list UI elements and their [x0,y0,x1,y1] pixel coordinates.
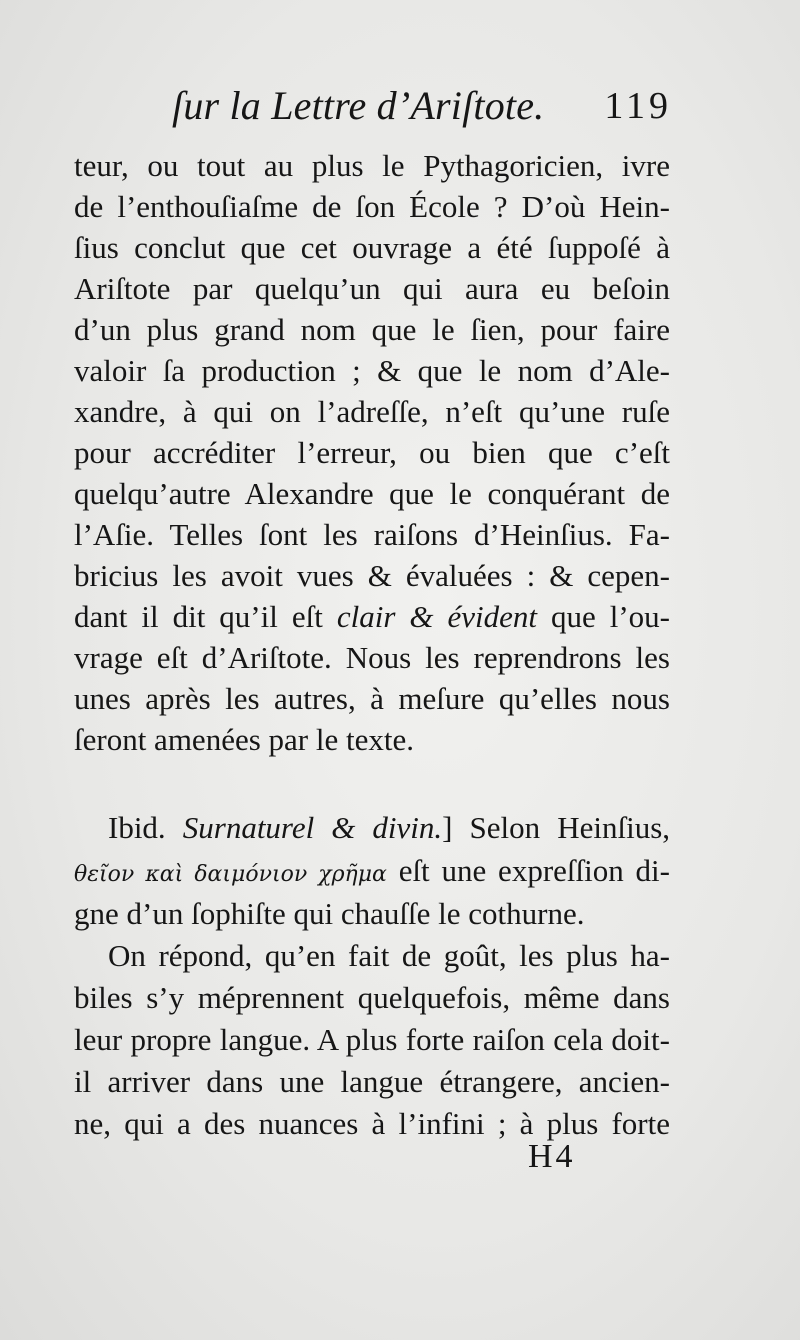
text-line [74,599,670,641]
italic-phrase: Surnaturel & divin. [182,810,443,845]
running-title: ſur la Lettre d’Ariſtote. [172,83,545,128]
text-line: unes après les autres, à meſure qu’elles nous [74,681,670,716]
text-run: eſt une expreſſion di- [386,853,670,888]
text-line: quelqu’autre Alexandre que le conquérant de [74,476,670,511]
page-number: 119 [604,85,672,127]
text-line: xandre, à qui on l’adreſſe, n’eſt qu’une ruſe [74,394,670,429]
text-line: l’Aſie. Telles ſont les raiſons d’Heinſius. Fa- [74,517,670,552]
signature-mark: H4 [528,1138,576,1175]
running-head [172,82,672,132]
text-line: biles s’y méprennent quelquefois, même dans [74,980,670,1015]
text-line: il arriver dans une langue étrangere, ancien- [74,1064,670,1099]
text-line: pour accréditer l’erreur, ou bien que c’eſt [74,435,670,470]
text-line: teur, ou tout au plus le Pythagoricien, ivre [74,148,670,183]
text-run: que l’ou- [536,599,670,634]
text-line: ſius conclut que cet ouvrage a été ſuppoſé à [74,230,670,265]
text-line: ſeront amenées par le texte. [74,722,414,757]
italic-phrase: clair & évident [336,599,537,634]
text-line: valoir ſa production ; & que le nom d’Ale- [74,353,670,388]
text-line: de l’enthouſiaſme de ſon École ? D’où Hein- [74,189,670,224]
text-line: gne d’un ſophiſte qui chauſſe le cothurne. [74,896,585,931]
text-line: Ariſtote par quelqu’un qui aura eu beſoin [74,271,670,306]
text-line: On répond, qu’en fait de goût, les plus ha- [108,938,670,973]
text-line: bricius les avoit vues & évaluées : & cepen- [74,558,670,593]
text-run: ] Selon Heinſius, [442,810,671,845]
text-line [108,810,670,852]
note-reference: Ibid. [108,810,183,845]
text-line: leur propre langue. A plus forte raiſon cela doit- [74,1022,670,1057]
text-line: d’un plus grand nom que le ſien, pour faire [74,312,670,347]
text-line [74,853,670,895]
greek-quotation: θεῖον καὶ δαιμόνιον χρῆμα [74,862,387,887]
text-line: vrage eſt d’Ariſtote. Nous les reprendrons les [74,640,670,675]
text-run: dant il dit qu’il eſt [74,599,337,634]
text-line: ne, qui a des nuances à l’infini ; à plus forte [74,1106,670,1141]
